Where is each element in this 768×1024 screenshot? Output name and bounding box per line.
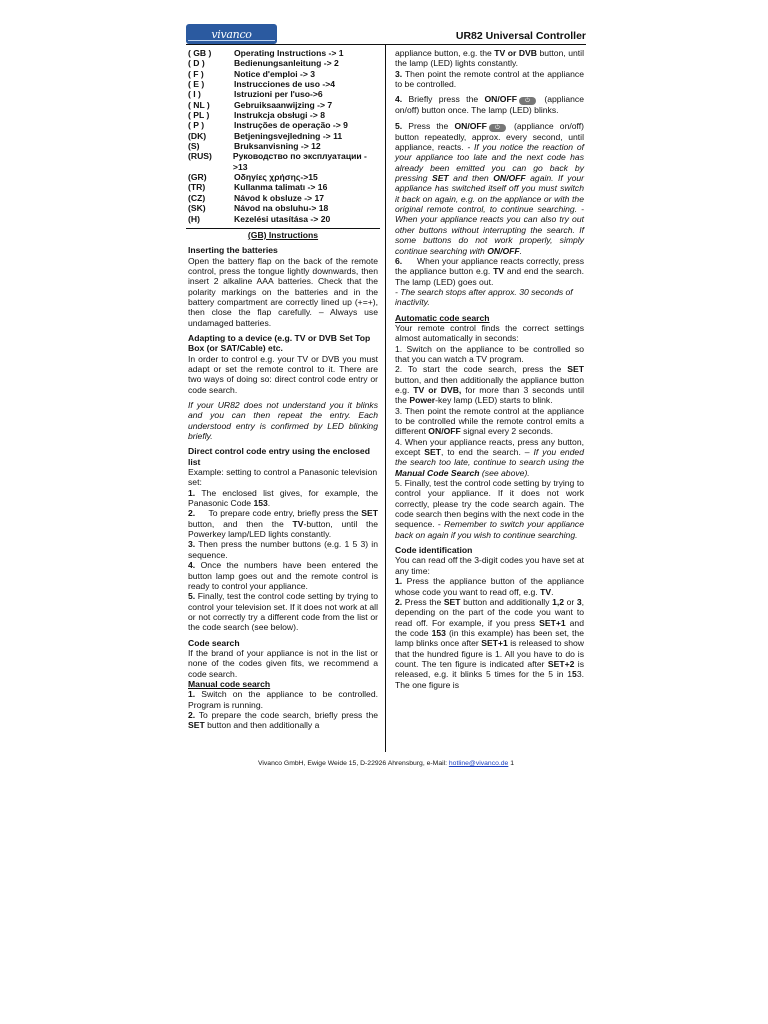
index-lang-code: (S) — [188, 141, 200, 152]
step-direct-5: 5. Finally, test the control code setting by trying to control your television set. If it does not work at all or not correctly try a different code from the list or the code search (see below). — [188, 591, 378, 633]
index-row — [188, 69, 378, 79]
email-link[interactable]: hotline@vivanco.de — [448, 760, 509, 767]
index-lang-code: (TR) — [188, 182, 206, 193]
header-rule — [186, 44, 586, 45]
index-row — [188, 89, 378, 99]
para-auto-search: Your remote control finds the correct settings almost automatically in seconds: — [395, 322, 584, 344]
step-auto-5: 5. Finally, test the control code setting by trying to control your appliance. If it does not work correctly, please try the code search again. The code search then begins with the next code in the sequence. - Remember to switch your appliance back on again if you wish to continue searching. — [395, 478, 585, 540]
heading-auto-search: Automatic code search — [395, 312, 490, 323]
step-direct-2: 2. To prepare code entry, briefly press the SET button, and then the TV-button, until the Powerkey lamp/LED lights constantly. — [188, 508, 378, 540]
index-row — [188, 203, 378, 213]
step-auto-1: 1. Switch on the appliance to be controlled so that you can watch a TV program. — [395, 343, 584, 364]
index-lang-title: Návod na obsluhu-> 18 — [234, 203, 329, 214]
index-lang-code: ( NL ) — [188, 99, 210, 110]
step-manual-1: 1. Switch on the appliance to be controlled. Program is running. — [188, 689, 378, 710]
index-lang-title: Руководство по эксплуатации ->13 — [232, 151, 367, 172]
index-lang-title: Bruksanvisning -> 12 — [234, 141, 321, 152]
index-row — [188, 110, 378, 120]
heading-code-search: Code search — [188, 637, 240, 648]
index-row — [188, 182, 378, 192]
language-index — [188, 48, 378, 224]
note-adapting: If your UR82 does not understand you it blinks and you can then repeat the entry. Each understood entry is confirmed by LED blinking briefly. — [188, 400, 378, 442]
index-lang-title: Betjeningsvejledning -> 11 — [234, 130, 343, 141]
step-manual-5: 5. Press the ON/OFF ⏻ (appliance on/off) button repeatedly, approx. every second, until appliance, reacts. - If you notice the reaction of your appliance too late and the next code has already been emitted you can go back by pressing SET and then ON/OFF again. If your appliance has switched itself off you must switch it back on again, e.g. on the appliance or with the original remote control, to continue searching. - When your appliance reacts you can also try out other buttons without interrupting the search. If some buttons do not work properly, simply continue searching with ON/OFF. — [395, 120, 584, 256]
right-column — [395, 48, 584, 690]
step-auto-3: 3. Then point the remote control at the appliance to be controlled while the remote control emits a different ON/OFF signal every 2 seconds. — [395, 405, 584, 437]
index-lang-title: Bedienungsanleitung -> 2 — [234, 58, 339, 69]
index-lang-title: Instrukcja obsługi -> 8 — [234, 110, 325, 121]
note-inactivity: - The search stops after approx. 30 seconds of inactivity. — [395, 286, 573, 308]
step-manual-4: 4. Briefly press the ON/OFF ⏻ (appliance on/off) button once. The lamp (LED) blinks. — [395, 94, 584, 116]
logo-text: vivanco — [211, 27, 252, 41]
index-row — [188, 141, 378, 151]
index-row — [188, 79, 378, 89]
index-lang-title: Instrucciones de uso ->4 — [234, 79, 336, 90]
index-lang-code: ( GB ) — [188, 48, 212, 58]
heading-manual-search: Manual code search — [188, 678, 271, 689]
index-lang-code: (SK) — [188, 203, 206, 214]
index-lang-code: ( E ) — [188, 79, 205, 90]
index-row — [188, 214, 378, 224]
index-row — [188, 120, 378, 130]
para-batteries: Open the battery flap on the back of the remote control, press the tongue lightly downwards, then insert 2 alkaline AAA batteries. Check that the polarity markings on the batteries and in the battery compartment are correctly lined up (+=+), then close the flap carefully. – Always use undamaged batteries. — [188, 255, 378, 328]
page-title: UR82 Universal Controller — [455, 30, 586, 42]
index-rule — [186, 228, 380, 229]
index-lang-title: Gebruiksaanwijzing -> 7 — [234, 99, 333, 110]
step-manual-6: 6. When your appliance reacts correctly, press the appliance button e.g. TV and end the search. The lamp (LED) goes out. — [395, 255, 584, 287]
heading-code-identification: Code identification — [395, 545, 473, 556]
index-lang-title: Οδηγίες χρήσης->15 — [234, 172, 318, 183]
index-lang-code: (GR) — [188, 172, 207, 183]
onoff-button-icon: ⏻ — [519, 97, 536, 105]
onoff-button-icon: ⏻ — [489, 124, 506, 132]
index-lang-title: Istruzioni per l'uso->6 — [234, 89, 323, 100]
index-row — [188, 172, 378, 182]
para-code-search: If the brand of your appliance is not in the list or none of the codes given fits, we recommend a code search. — [188, 647, 378, 679]
step-manual-2-cont: appliance button, e.g. the TV or DVB button, until the lamp (LED) lights constantly. — [395, 48, 584, 69]
vivanco-logo — [186, 24, 277, 44]
para-code-identification: You can read off the 3-digit codes you have set at any time: — [395, 555, 584, 576]
index-lang-title: Kullanma talimatı -> 16 — [234, 182, 328, 193]
index-row — [188, 48, 378, 58]
index-lang-code: (CZ) — [188, 192, 206, 203]
index-row — [188, 100, 378, 110]
index-lang-code: ( I ) — [188, 89, 201, 100]
heading-batteries: Inserting the batteries — [188, 245, 278, 256]
step-direct-3: 3. Then press the number buttons (e.g. 1 5 3) in sequence. — [188, 539, 378, 560]
index-lang-title: Notice d'emploi -> 3 — [234, 68, 316, 79]
section-title: (GB) Instructions — [247, 229, 319, 240]
left-column — [188, 48, 378, 731]
step-manual-2: 2. To prepare the code search, briefly press the SET button and then additionally a — [188, 709, 379, 731]
index-lang-code: ( P ) — [188, 120, 205, 131]
index-lang-code: (H) — [188, 213, 200, 224]
column-divider — [385, 44, 386, 752]
index-lang-code: ( D ) — [188, 58, 205, 69]
index-row — [188, 193, 378, 203]
index-lang-code: (RUS) — [188, 151, 212, 162]
index-lang-code: (DK) — [188, 130, 207, 141]
index-row — [188, 151, 378, 172]
heading-adapting: Adapting to a device (e.g. TV or DVB Set Top Box (or SAT/Cable) etc. — [188, 332, 371, 354]
heading-direct-entry: Direct control code entry using the enclosed list — [188, 446, 370, 467]
page-footer: Vivanco GmbH, Ewige Weide 15, D-22926 Ahrensburg, e-Mail: hotline@vivanco.de 1 — [257, 760, 515, 767]
index-row — [188, 131, 378, 141]
step-auto-4: 4. When your appliance reacts, press any button, except SET, to end the search. – If you ended the search too late, continue to search using the Manual Code Search (see above). — [395, 436, 584, 478]
step-ident-1: 1. Press the appliance button of the appliance whose code you want to read off, e.g. TV. — [395, 576, 584, 597]
index-lang-title: Operating Instructions -> 1 — [234, 48, 344, 58]
para-example: Example: setting to control a Panasonic television set: — [188, 467, 378, 488]
step-auto-2: 2. To start the code search, press the SET button, and then additionally the appliance button e.g. TV or DVB, for more than 3 seconds until the Power-key lamp (LED) starts to blink. — [395, 364, 584, 406]
step-ident-2: 2. Press the SET button and additionally 1,2 or 3, depending on the part of the code you want to read off. For example, if you press SET+1 and the code 153 (in this example) has been set, the lamp blinks once after SET+1 is released to show that the hundred figure is 1. All you have to do is count. The ten figure is indicated after SET+2 is released, e.g. it blinks 5 times for the 5 in 153. The one figure is — [395, 596, 585, 690]
index-lang-code: ( F ) — [188, 68, 204, 79]
index-row — [188, 58, 378, 68]
step-direct-4: 4. Once the numbers have been entered the button lamp goes out and the remote control is ready to control your appliance. — [188, 560, 378, 591]
para-adapting: In order to control e.g. your TV or DVB you must adapt or set the remote control to it. There are two ways of doing so: direct control code entry or code search. — [188, 353, 378, 395]
index-lang-code: ( PL ) — [188, 110, 210, 121]
index-lang-title: Kezelési utasítása -> 20 — [234, 213, 331, 224]
index-lang-title: Instruções de operação -> 9 — [234, 120, 348, 131]
step-direct-1: 1. The enclosed list gives, for example, the Panasonic Code 153. — [188, 487, 379, 509]
manual-page — [186, 20, 586, 767]
index-lang-title: Návod k obsluze -> 17 — [234, 192, 325, 203]
step-manual-3: 3. Then point the remote control at the appliance to be controlled. — [395, 68, 584, 90]
